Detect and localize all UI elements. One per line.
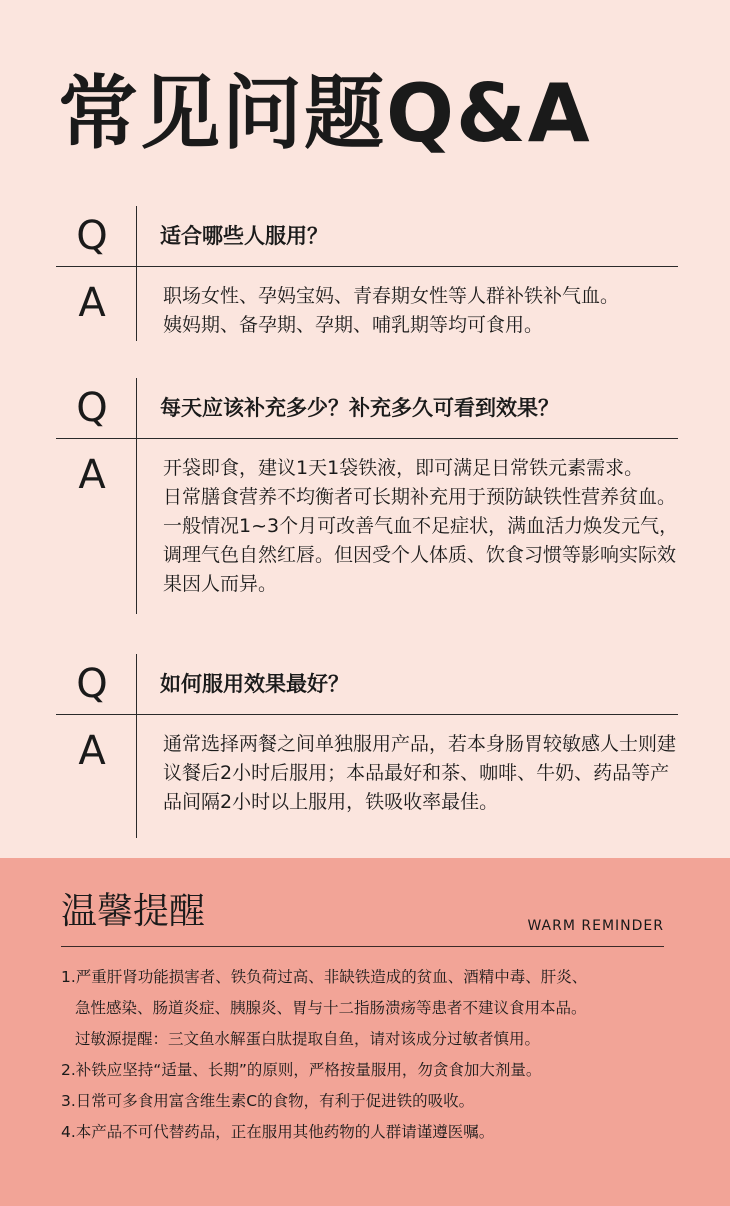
answer-line: 开袋即食，建议1天1袋铁液，即可满足日常铁元素需求。 [163, 457, 644, 479]
qa-item [56, 206, 678, 341]
page-title: 常见问题Q&A [58, 67, 592, 160]
qa-item [56, 378, 678, 614]
answer-text [163, 454, 688, 599]
a-letter: A [78, 452, 106, 498]
divider [136, 378, 137, 614]
reminder-item: 急性感染、肠道炎症、胰腺炎、胃与十二指肠溃疡等患者不建议食用本品。 [75, 999, 587, 1017]
a-letter: A [78, 728, 106, 774]
answer-line: 一般情况1~3个月可改善气血不足症状，满血活力焕发元气，调理气色自然红唇。但因受个人体质、饮食习惯等影响实际效果因人而异。 [163, 515, 679, 595]
divider [56, 438, 678, 439]
answer-line: 日常膳食营养不均衡者可长期补充用于预防缺铁性营养贫血。 [163, 486, 677, 508]
reminder-title: 温馨提醒 [61, 891, 206, 932]
answer-text [163, 282, 688, 340]
divider [136, 206, 137, 341]
question-text: 如何服用效果最好？ [160, 672, 349, 696]
reminder-item: 1.严重肝肾功能损害者、铁负荷过高、非缺铁造成的贫血、酒精中毒、肝炎、 [61, 968, 588, 986]
answer-line: 通常选择两餐之间单独服用产品，若本身肠胃较敏感人士则建议餐后2小时后服用；本品最好和茶、咖啡、牛奶、药品等产品间隔2小时以上服用，铁吸收率最佳。 [163, 733, 677, 813]
answer-line: 姨妈期、备孕期、孕期、哺乳期等均可食用。 [163, 314, 544, 336]
a-letter: A [78, 280, 106, 326]
reminder-list [61, 962, 671, 1148]
reminder-item: 4.本产品不可代替药品，正在服用其他药物的人群请谨遵医嘱。 [61, 1123, 495, 1141]
divider [56, 714, 678, 715]
divider [136, 654, 137, 838]
question-text: 每天应该补充多少？补充多久可看到效果？ [160, 396, 559, 420]
q-letter: Q [76, 661, 108, 707]
qa-item [56, 654, 678, 838]
reminder-item: 3.日常可多食用富含维生素C的食物，有利于促进铁的吸收。 [61, 1092, 475, 1110]
reminder-item: 过敏源提醒：三文鱼水解蛋白肽提取自鱼，请对该成分过敏者慎用。 [75, 1030, 541, 1048]
reminder-subtitle: WARM REMINDER [527, 918, 664, 934]
question-text: 适合哪些人服用？ [160, 224, 328, 248]
answer-line: 职场女性、孕妈宝妈、青春期女性等人群补铁补气血。 [163, 285, 620, 307]
divider [61, 946, 664, 947]
answer-text [163, 730, 688, 817]
divider [56, 266, 678, 267]
q-letter: Q [76, 213, 108, 259]
reminder-item: 2.补铁应坚持“适量、长期”的原则，严格按量服用，勿贪食加大剂量。 [61, 1061, 542, 1079]
q-letter: Q [76, 385, 108, 431]
